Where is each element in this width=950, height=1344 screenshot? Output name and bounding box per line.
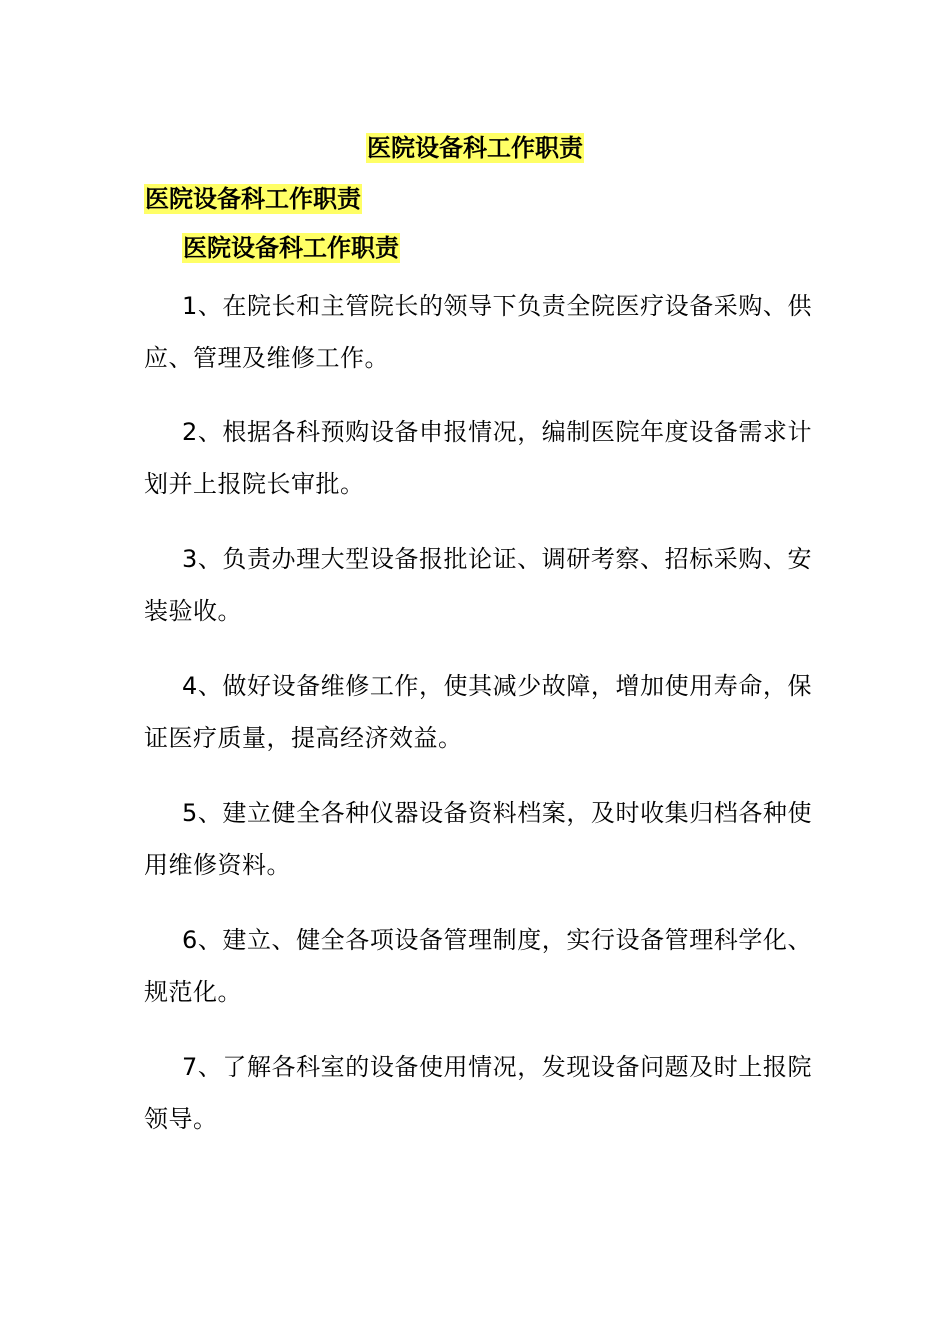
document-title: 医院设备科工作职责 (367, 134, 583, 162)
duty-item-2: 2、根据各科预购设备申报情况，编制医院年度设备需求计划并上报院长审批。 (144, 418, 812, 498)
subsection-heading: 医院设备科工作职责 (183, 234, 399, 262)
section-heading: 医院设备科工作职责 (145, 185, 361, 213)
duty-item-7: 7、了解各科室的设备使用情况，发现设备问题及时上报院领导。 (144, 1053, 812, 1133)
duty-item-1: 1、在院长和主管院长的领导下负责全院医疗设备采购、供应、管理及维修工作。 (144, 292, 812, 372)
duty-item-6: 6、建立、健全各项设备管理制度，实行设备管理科学化、规范化。 (144, 926, 812, 1006)
document-title-wrapper (0, 133, 950, 163)
subsection-heading-wrapper (182, 233, 400, 263)
duty-item-3: 3、负责办理大型设备报批论证、调研考察、招标采购、安装验收。 (144, 545, 812, 625)
section-heading-wrapper (144, 184, 362, 214)
duty-item-5: 5、建立健全各种仪器设备资料档案，及时收集归档各种使用维修资料。 (144, 799, 812, 879)
duty-item-4: 4、做好设备维修工作，使其减少故障，增加使用寿命，保证医疗质量，提高经济效益。 (144, 672, 812, 752)
